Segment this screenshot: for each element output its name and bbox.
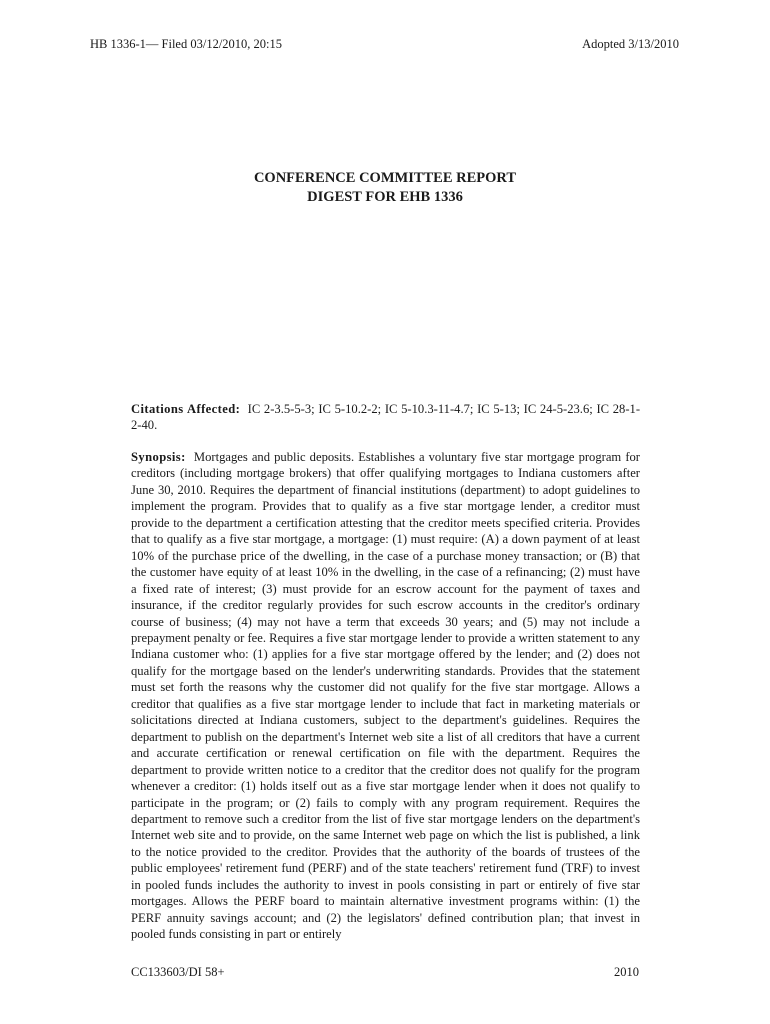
synopsis-paragraph <box>131 449 640 943</box>
footer-document-code: CC133603/DI 58+ <box>131 965 225 979</box>
title-line-1: CONFERENCE COMMITTEE REPORT <box>253 170 517 186</box>
citations-text: IC 2-3.5-5-3; IC 5-10.2-2; IC 5-10.3-11-4.7; IC 5-13; IC 24-5-23.6; IC 28-1-2-40. <box>131 402 641 433</box>
header-bill-filed: HB 1336-1— Filed 03/12/2010, 20:15 <box>90 37 283 51</box>
citations-label: Citations Affected: <box>131 402 241 416</box>
synopsis-text: Mortgages and public deposits. Establishes a voluntary five star mortgage program for creditors (including mortgage brokers) that offer qualifying mortgages to Indiana customers after June 30, 2010. Requires the department of financial institutions (department) to adopt guidelines to implement the program. Provides that to qualify as a five star mortgage lender, a creditor must provide to the department a certification attesting that the creditor meets specified criteria. Provides that to qualify as a five star mortgage, a mortgage: (1) must require: (A) a down payment of at least 10% of the purchase price of the dwelling, in the case of a purchase money transaction; or (B) that the customer have equity of at least 10% in the dwelling, in the case of a refinancing; (2) must have a fixed rate of interest; (3) must provide for an escrow account for the payment of taxes and insurance, if the creditor regularly provides for such escrow accounts in the creditor's ordinary course of business; (4) may not have a term that exceeds 30 years; and (5) may not include a prepayment penalty or fee. Requires a five star mortgage lender to provide a written statement to any Indiana customer who: (1) applies for a five star mortgage offered by the lender; and (2) does not qualify for the mortgage based on the lender's underwriting standards. Provides that the statement must set forth the reasons why the customer did not qualify for the five star mortgage. Allows a creditor that qualifies as a five star mortgage lender to include that fact in marketing materials or solicitations directed at Indiana customers, subject to the department's guidelines. Requires the department to publish on the department's Internet web site a list of all creditors that have a current and accurate certification or renewal certification on file with the department. Requires the department to provide written notice to a creditor that the creditor does not qualify for the program whenever a creditor: (1) holds itself out as a five star mortgage lender when it does not qualify to participate in the program; or (2) fails to comply with any program requirement. Requires the department to remove such a creditor from the list of five star mortgage lenders on the department's Internet web site and to provide, on the same Internet web page on which the list is published, a link to the notice provided to the creditor. Provides that the authority of the boards of trustees of the public employees' retirement fund (PERF) and of the state teachers' retirement fund (TRF) to invest in pooled funds includes the authority to invest in pools consisting in part or entirely of five star mortgages. Allows the PERF board to maintain alternative investment programs within: (1) the PERF annuity savings account; and (2) the legislators' defined contribution plan; that invest in pooled funds consisting in part or entirely <box>131 450 641 942</box>
citations-affected <box>131 401 640 434</box>
footer-year: 2010 <box>614 965 639 979</box>
synopsis-label: Synopsis: <box>131 450 186 464</box>
document-title <box>0 169 770 207</box>
title-line-2: DIGEST FOR EHB 1336 <box>307 189 463 205</box>
header-adopted-date: Adopted 3/13/2010 <box>582 37 679 51</box>
